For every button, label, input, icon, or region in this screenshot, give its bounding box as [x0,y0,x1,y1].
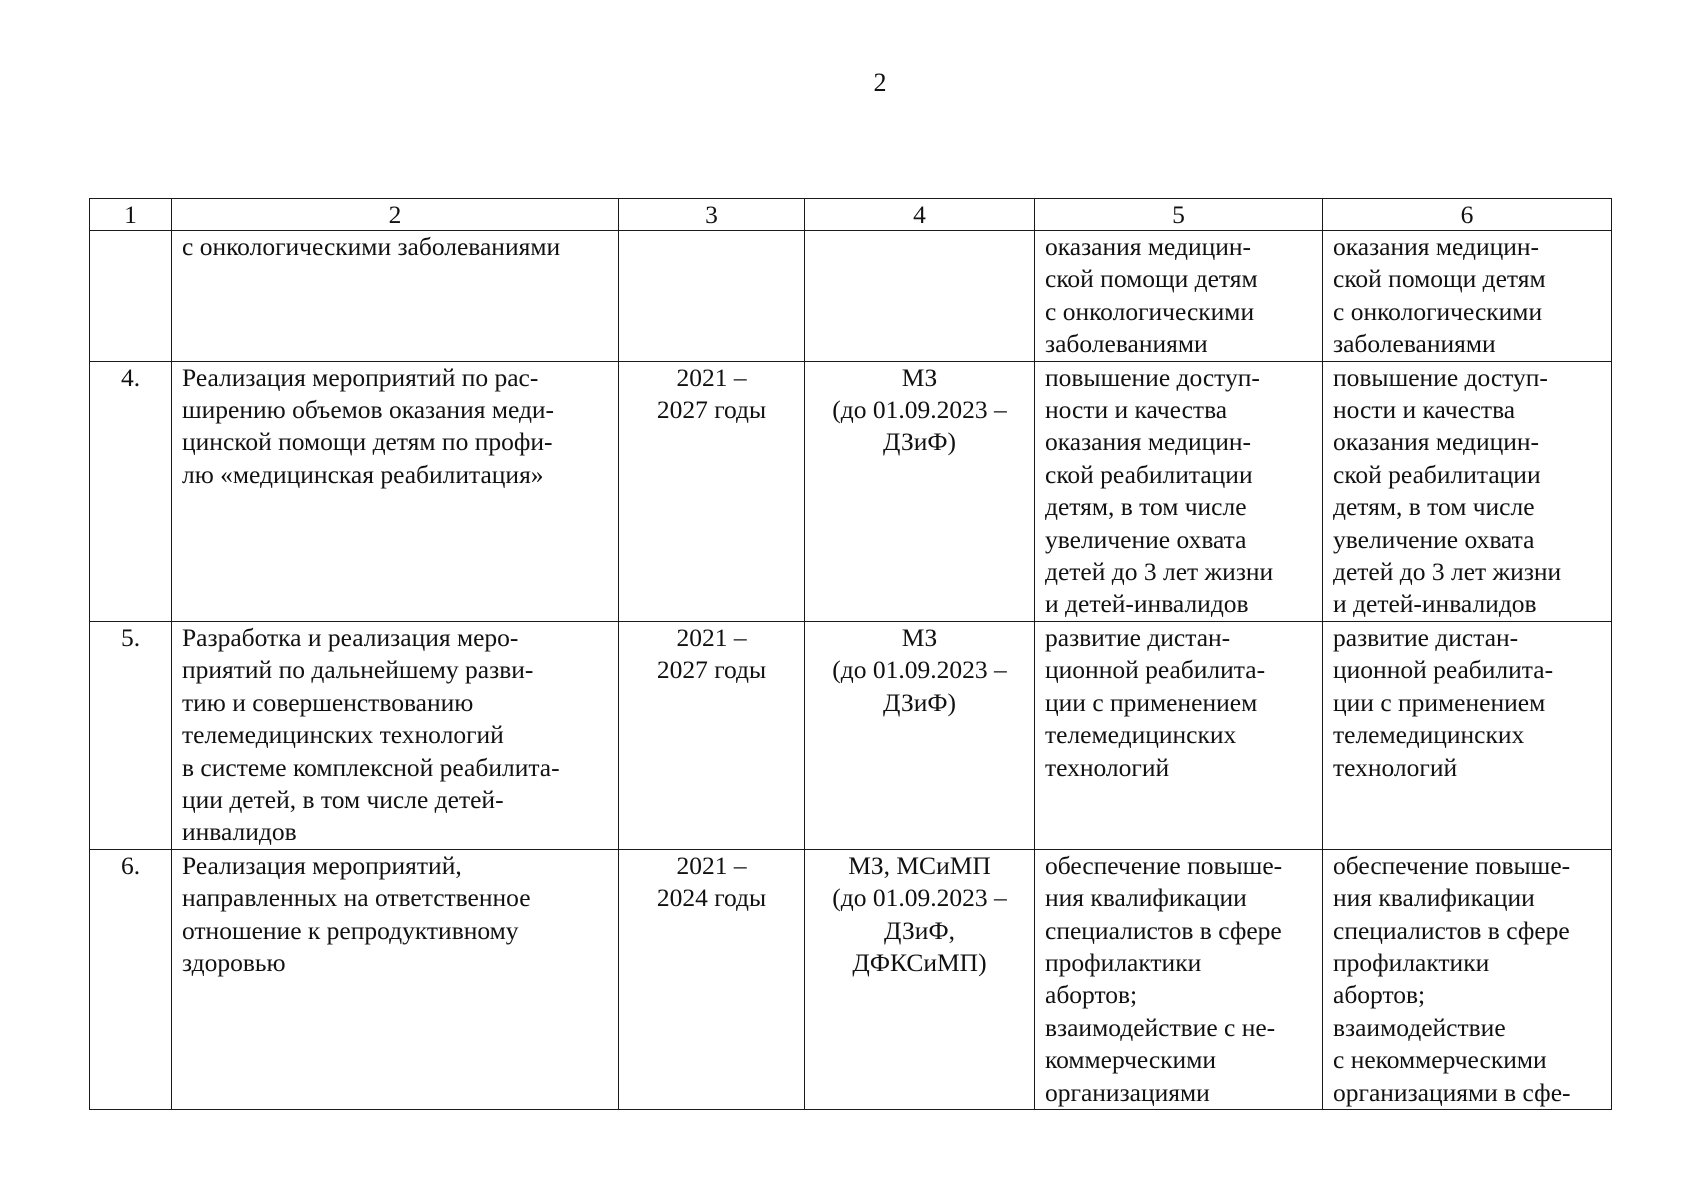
table-body [90,231,1612,1110]
column-number-row [90,199,1612,231]
target-result-line: обеспечение повыше- [1333,850,1571,880]
expected-result-line: детям, в том числе [1045,492,1247,522]
measure-name-line: отношение к репродуктивному [182,915,519,945]
expected-result-line: коммерческими [1045,1045,1216,1075]
implementation-period-line: 2027 годы [656,395,767,425]
expected-result-line: абортов; [1045,980,1138,1010]
expected-result-line: повышение доступ- [1045,362,1260,392]
expected-result-line: заболеваниями [1045,329,1208,359]
expected-result-cell [1035,849,1323,1109]
expected-result-line: ской реабилитации [1045,459,1253,489]
measure-name-line: с онкологическими заболеваниями [182,232,561,261]
implementation-period-cell [619,231,805,362]
expected-result-cell [1035,361,1323,621]
measure-name-line: Реализация мероприятий по рас- [182,362,539,392]
expected-result-line: развитие дистан- [1045,622,1231,652]
row-number-cell: 6. [90,849,172,1109]
target-result-line: с некоммерческими [1333,1045,1547,1075]
measure-name-cell [172,621,619,849]
measure-name-cell [172,361,619,621]
row-number-cell: 5. [90,621,172,849]
expected-result-line: взаимодействие с не- [1045,1012,1276,1042]
measure-name-line: цинской помощи детям по профи- [182,427,553,457]
responsible-executor-cell [805,231,1035,362]
target-result-line: ности и качества [1333,395,1516,425]
measure-name-line: тию и совершенствованию [182,687,474,717]
measure-name-cell [172,849,619,1109]
expected-result-line: с онкологическими [1045,296,1255,326]
expected-result-line: ции с применением [1045,687,1258,717]
table-row [90,849,1612,1109]
measure-name-line: в системе комплексной реабилита- [182,752,560,782]
target-result-line: и детей-инвалидов [1333,589,1537,619]
target-result-line: организациями в сфе- [1333,1077,1571,1107]
column-header-1: 1 [90,199,172,231]
responsible-executor-line: ДЗиФ) [882,687,957,717]
column-header-4: 4 [805,199,1035,231]
target-result-line: ции с применением [1333,687,1546,717]
target-result-line: взаимодействие [1333,1012,1506,1042]
measure-name-line: Разработка и реализация меро- [182,622,519,652]
target-result-line: развитие дистан- [1333,622,1519,652]
target-result-line: с онкологическими [1333,296,1543,326]
expected-result-line: телемедицинских [1045,720,1237,750]
expected-result-line: ности и качества [1045,395,1228,425]
implementation-period-line: 2021 – [676,622,747,652]
implementation-period-cell [619,849,805,1109]
target-result-line: оказания медицин- [1333,427,1540,457]
expected-result-line: оказания медицин- [1045,232,1252,261]
measure-name-line: телемедицинских технологий [182,720,504,750]
responsible-executor-line: ДЗиФ, [884,915,955,945]
responsible-executor-cell [805,849,1035,1109]
expected-result-line: ской помощи детям [1045,264,1258,294]
target-result-line: ционной реабилита- [1333,655,1554,685]
responsible-executor-cell [805,361,1035,621]
target-result-line: повышение доступ- [1333,362,1548,392]
page-number: 2 [873,68,887,97]
target-result-line: специалистов в сфере [1333,915,1570,945]
measure-name-line: здоровью [182,947,286,977]
measure-name-line: ширению объемов оказания меди- [182,395,555,425]
expected-result-line: технологий [1045,752,1170,782]
column-header-6: 6 [1323,199,1612,231]
expected-result-cell [1035,231,1323,362]
expected-result-line: профилактики [1045,947,1202,977]
implementation-period-cell [619,361,805,621]
responsible-executor-line: ДФКСиМП) [852,947,987,977]
implementation-period-cell [619,621,805,849]
measure-name-cell [172,231,619,362]
implementation-period-line: 2021 – [676,850,747,880]
responsible-executor-line: МЗ [901,622,938,652]
target-result-line: технологий [1333,752,1458,782]
implementation-period-line: 2027 годы [656,655,767,685]
row-number-cell [90,231,172,362]
column-header-2: 2 [172,199,619,231]
responsible-executor-line: (до 01.09.2023 – [832,395,1007,425]
measure-name-line: лю «медицинская реабилитация» [182,459,544,489]
measure-name-line: инвалидов [182,817,297,847]
target-result-line: детей до 3 лет жизни [1333,557,1562,587]
implementation-period-line: 2021 – [676,362,747,392]
target-result-line: ской реабилитации [1333,459,1541,489]
column-header-3: 3 [619,199,805,231]
table-row [90,621,1612,849]
measure-name-line: ции детей, в том числе детей- [182,784,504,814]
target-result-cell [1323,849,1612,1109]
responsible-executor-line: МЗ, МСиМП [848,850,991,880]
expected-result-line: специалистов в сфере [1045,915,1282,945]
implementation-period-line: 2024 годы [656,883,767,913]
expected-result-line: ния квалификации [1045,883,1247,913]
table-row [90,231,1612,362]
expected-result-cell [1035,621,1323,849]
target-result-line: профилактики [1333,947,1490,977]
responsible-executor-line: ДЗиФ) [882,427,957,457]
target-result-line: абортов; [1333,980,1426,1010]
responsible-executor-line: (до 01.09.2023 – [832,655,1007,685]
target-result-cell [1323,231,1612,362]
target-result-cell [1323,621,1612,849]
expected-result-line: обеспечение повыше- [1045,850,1283,880]
target-result-line: ния квалификации [1333,883,1535,913]
target-result-cell [1323,361,1612,621]
column-header-5: 5 [1035,199,1323,231]
row-number-cell: 4. [90,361,172,621]
target-result-line: детям, в том числе [1333,492,1535,522]
target-result-line: оказания медицин- [1333,232,1540,261]
expected-result-line: организациями [1045,1077,1210,1107]
responsible-executor-cell [805,621,1035,849]
measure-name-line: Реализация мероприятий, [182,850,462,880]
responsible-executor-line: МЗ [901,362,938,392]
measures-table [89,198,1612,1110]
table-row [90,361,1612,621]
expected-result-line: увеличение охвата [1045,524,1247,554]
responsible-executor-line: (до 01.09.2023 – [832,883,1007,913]
target-result-line: ской помощи детям [1333,264,1546,294]
expected-result-line: ционной реабилита- [1045,655,1266,685]
target-result-line: заболеваниями [1333,329,1496,359]
target-result-line: увеличение охвата [1333,524,1535,554]
expected-result-line: оказания медицин- [1045,427,1252,457]
expected-result-line: и детей-инвалидов [1045,589,1249,619]
expected-result-line: детей до 3 лет жизни [1045,557,1274,587]
measure-name-line: приятий по дальнейшему разви- [182,655,534,685]
measure-name-line: направленных на ответственное [182,883,531,913]
target-result-line: телемедицинских [1333,720,1525,750]
